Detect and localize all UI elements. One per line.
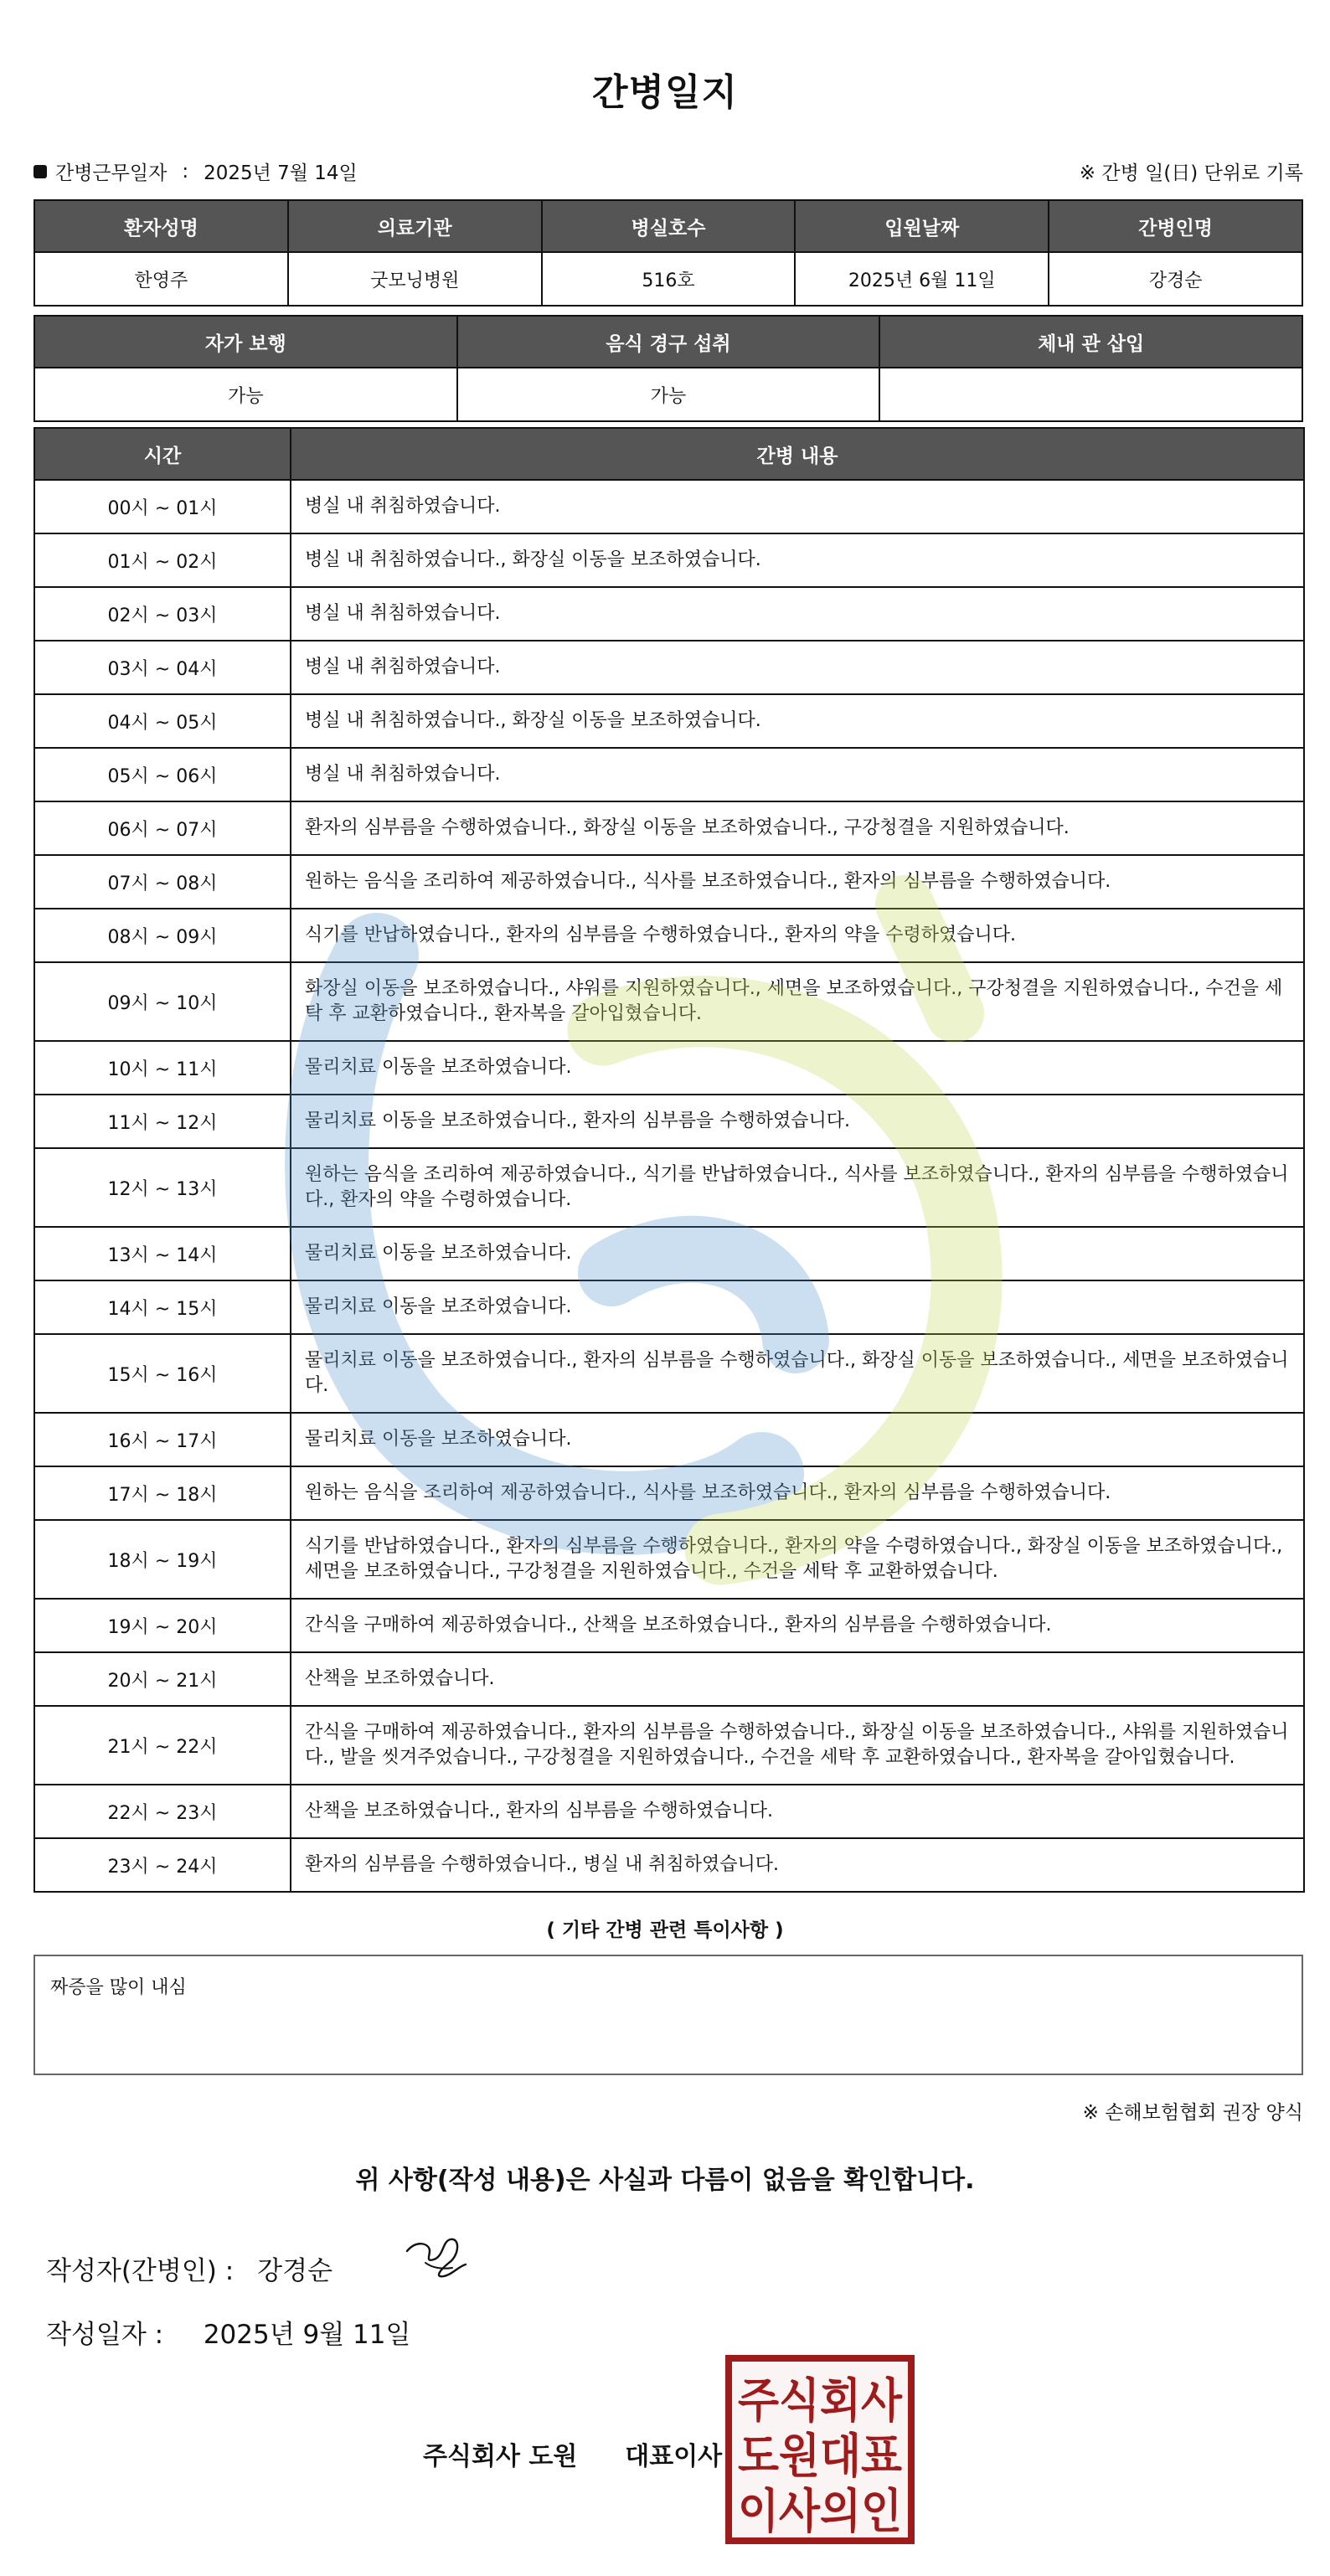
log-time: 16시 ~ 17시 [34, 1413, 291, 1466]
log-time: 06시 ~ 07시 [34, 801, 291, 855]
log-content: 환자의 심부름을 수행하였습니다., 화장실 이동을 보조하였습니다., 구강청결을 지원하였습니다. [291, 801, 1304, 855]
log-time: 01시 ~ 02시 [34, 533, 291, 587]
log-content: 간식을 구매하여 제공하였습니다., 환자의 심부름을 수행하였습니다., 화장실 이동을 보조하였습니다., 샤워를 지원하였습니다., 발을 씻겨주었습니다., 구강청결을 지원하였습니다., 수건을 세탁 후 교환하였습니다., 환자복을 갈아입혔습니다. [291, 1706, 1304, 1785]
daily-record-note: ※ 간병 일(日) 단위로 기록 [1079, 162, 1303, 184]
log-content: 병실 내 취침하였습니다. [291, 480, 1304, 533]
log-content: 원하는 음식을 조리하여 제공하였습니다., 식사를 보조하였습니다., 환자의 심부름을 수행하였습니다. [291, 855, 1304, 909]
log-time: 12시 ~ 13시 [34, 1148, 291, 1227]
seal-text-line: 이사의인 [738, 2485, 902, 2539]
log-time: 21시 ~ 22시 [34, 1706, 291, 1785]
written-date: 2025년 9월 11일 [203, 2320, 411, 2350]
log-time: 13시 ~ 14시 [34, 1227, 291, 1280]
log-content: 병실 내 취침하였습니다. [291, 641, 1304, 694]
log-content: 물리치료 이동을 보조하였습니다., 환자의 심부름을 수행하였습니다. [291, 1095, 1304, 1148]
header-oral-intake: 음식 경구 섭취 [457, 316, 880, 368]
bullet-square-icon [34, 165, 47, 178]
room-number: 516호 [542, 252, 796, 306]
seal-text-line: 주식회사 [738, 2374, 903, 2429]
written-date-label: 작성일자 : [46, 2320, 164, 2350]
table-row [34, 1520, 1304, 1599]
special-notes-box [34, 1955, 1303, 2075]
header-hospital: 의료기관 [288, 200, 542, 252]
work-date [34, 157, 358, 185]
log-content: 원하는 음식을 조리하여 제공하였습니다., 식사를 보조하였습니다., 환자의 심부름을 수행하였습니다. [291, 1466, 1304, 1520]
form-note: ※ 손해보험협회 권장 양식 [1082, 2102, 1303, 2124]
hospital-name: 굿모닝병원 [288, 252, 542, 306]
log-time: 14시 ~ 15시 [34, 1280, 291, 1334]
table-row [34, 1706, 1304, 1785]
header-care-content: 간병 내용 [291, 428, 1304, 480]
header-admission-date: 입원날짜 [795, 200, 1049, 252]
log-time: 10시 ~ 11시 [34, 1041, 291, 1095]
log-time: 04시 ~ 05시 [34, 694, 291, 748]
care-log-table [34, 427, 1305, 1893]
table-row [34, 1599, 1304, 1652]
log-content: 병실 내 취침하였습니다., 화장실 이동을 보조하였습니다. [291, 694, 1304, 748]
written-date-row [46, 2313, 410, 2351]
table-row [34, 1227, 1304, 1280]
table-row [34, 1334, 1304, 1413]
log-content: 물리치료 이동을 보조하였습니다., 환자의 심부름을 수행하였습니다., 화장실 이동을 보조하였습니다., 세면을 보조하였습니다. [291, 1334, 1304, 1413]
log-time: 18시 ~ 19시 [34, 1520, 291, 1599]
table-row [34, 694, 1304, 748]
table-row [34, 1652, 1304, 1706]
author-label: 작성자(간병인) : [46, 2256, 235, 2286]
log-content: 식기를 반납하였습니다., 환자의 심부름을 수행하였습니다., 환자의 약을 수령하였습니다., 화장실 이동을 보조하였습니다., 세면을 보조하였습니다., 구강청결을 지원하였습니다., 수건을 세탁 후 교환하였습니다. [291, 1520, 1304, 1599]
header-patient-name: 환자성명 [34, 200, 288, 252]
work-date-value: 2025년 7월 14일 [204, 162, 358, 184]
work-date-label: 간병근무일자 [55, 162, 168, 184]
self-walking-value: 가능 [34, 368, 457, 421]
table-row [34, 1838, 1304, 1892]
log-time: 00시 ~ 01시 [34, 480, 291, 533]
table-row [34, 1280, 1304, 1334]
header-room: 병실호수 [542, 200, 796, 252]
company-title: 대표이사 [625, 2442, 723, 2471]
log-time: 05시 ~ 06시 [34, 748, 291, 801]
header-self-walking: 자가 보행 [34, 316, 457, 368]
page-title: 간병일지 [591, 71, 738, 114]
signature-mark [400, 2226, 476, 2285]
special-notes-text: 짜증을 많이 내심 [50, 1977, 187, 1998]
table-row [34, 1466, 1304, 1520]
log-time: 07시 ~ 08시 [34, 855, 291, 909]
log-content: 산책을 보조하였습니다. [291, 1652, 1304, 1706]
header-caregiver-name: 간병인명 [1049, 200, 1302, 252]
log-content: 병실 내 취침하였습니다., 화장실 이동을 보조하였습니다. [291, 533, 1304, 587]
table-row [34, 587, 1304, 641]
company-seal-stamp [725, 2355, 915, 2544]
table-row [34, 1413, 1304, 1466]
log-time: 17시 ~ 18시 [34, 1466, 291, 1520]
log-content: 물리치료 이동을 보조하였습니다. [291, 1413, 1304, 1466]
log-content: 물리치료 이동을 보조하였습니다. [291, 1280, 1304, 1334]
table-row [34, 801, 1304, 855]
table-row [34, 533, 1304, 587]
caregiver-name: 강경순 [1049, 252, 1302, 306]
table-row [34, 1148, 1304, 1227]
log-content: 산책을 보조하였습니다., 환자의 심부름을 수행하였습니다. [291, 1785, 1304, 1838]
log-time: 09시 ~ 10시 [34, 962, 291, 1041]
confirmation-statement: 위 사항(작성 내용)은 사실과 다름이 없음을 확인합니다. [355, 2166, 975, 2195]
company-signature [423, 2435, 722, 2472]
table-row [34, 1041, 1304, 1095]
table-row [34, 909, 1304, 962]
table-row [34, 1095, 1304, 1148]
author-row [46, 2249, 332, 2287]
log-content: 환자의 심부름을 수행하였습니다., 병실 내 취침하였습니다. [291, 1838, 1304, 1892]
log-time: 02시 ~ 03시 [34, 587, 291, 641]
table-row [34, 480, 1304, 533]
log-content: 식기를 반납하였습니다., 환자의 심부름을 수행하였습니다., 환자의 약을 수령하였습니다. [291, 909, 1304, 962]
table-row [34, 962, 1304, 1041]
log-time: 23시 ~ 24시 [34, 1838, 291, 1892]
log-content: 간식을 구매하여 제공하였습니다., 산책을 보조하였습니다., 환자의 심부름을 수행하였습니다. [291, 1599, 1304, 1652]
log-content: 병실 내 취침하였습니다. [291, 748, 1304, 801]
log-content: 병실 내 취침하였습니다. [291, 587, 1304, 641]
table-row [34, 855, 1304, 909]
admission-date: 2025년 6월 11일 [795, 252, 1049, 306]
header-tube-insertion: 체내 관 삽입 [879, 316, 1302, 368]
company-name: 주식회사 도원 [423, 2442, 578, 2471]
meta-row [34, 157, 1303, 186]
log-time: 08시 ~ 09시 [34, 909, 291, 962]
log-time: 11시 ~ 12시 [34, 1095, 291, 1148]
log-content: 화장실 이동을 보조하였습니다., 샤워를 지원하였습니다., 세면을 보조하였습니다., 구강청결을 지원하였습니다., 수건을 세탁 후 교환하였습니다., 환자복을 갈아입혔습니다. [291, 962, 1304, 1041]
patient-status-table [34, 315, 1303, 422]
table-row [34, 1785, 1304, 1838]
log-time: 19시 ~ 20시 [34, 1599, 291, 1652]
patient-info-table [34, 199, 1303, 307]
oral-intake-value: 가능 [457, 368, 880, 421]
log-time: 15시 ~ 16시 [34, 1334, 291, 1413]
log-time: 03시 ~ 04시 [34, 641, 291, 694]
log-time: 22시 ~ 23시 [34, 1785, 291, 1838]
log-content: 원하는 음식을 조리하여 제공하였습니다., 식기를 반납하였습니다., 식사를 보조하였습니다., 환자의 심부름을 수행하였습니다., 환자의 약을 수령하였습니다. [291, 1148, 1304, 1227]
log-content: 물리치료 이동을 보조하였습니다. [291, 1227, 1304, 1280]
table-row [34, 748, 1304, 801]
patient-name: 한영주 [34, 252, 288, 306]
author-name: 강경순 [257, 2256, 333, 2286]
seal-text-line: 도원대표 [738, 2429, 902, 2484]
special-notes-title: ( 기타 간병 관련 특이사항 ) [546, 1919, 784, 1941]
work-date-separator: : [182, 160, 189, 183]
header-time: 시간 [34, 428, 291, 480]
tube-insertion-value [879, 368, 1302, 421]
table-row [34, 641, 1304, 694]
log-content: 물리치료 이동을 보조하였습니다. [291, 1041, 1304, 1095]
log-time: 20시 ~ 21시 [34, 1652, 291, 1706]
